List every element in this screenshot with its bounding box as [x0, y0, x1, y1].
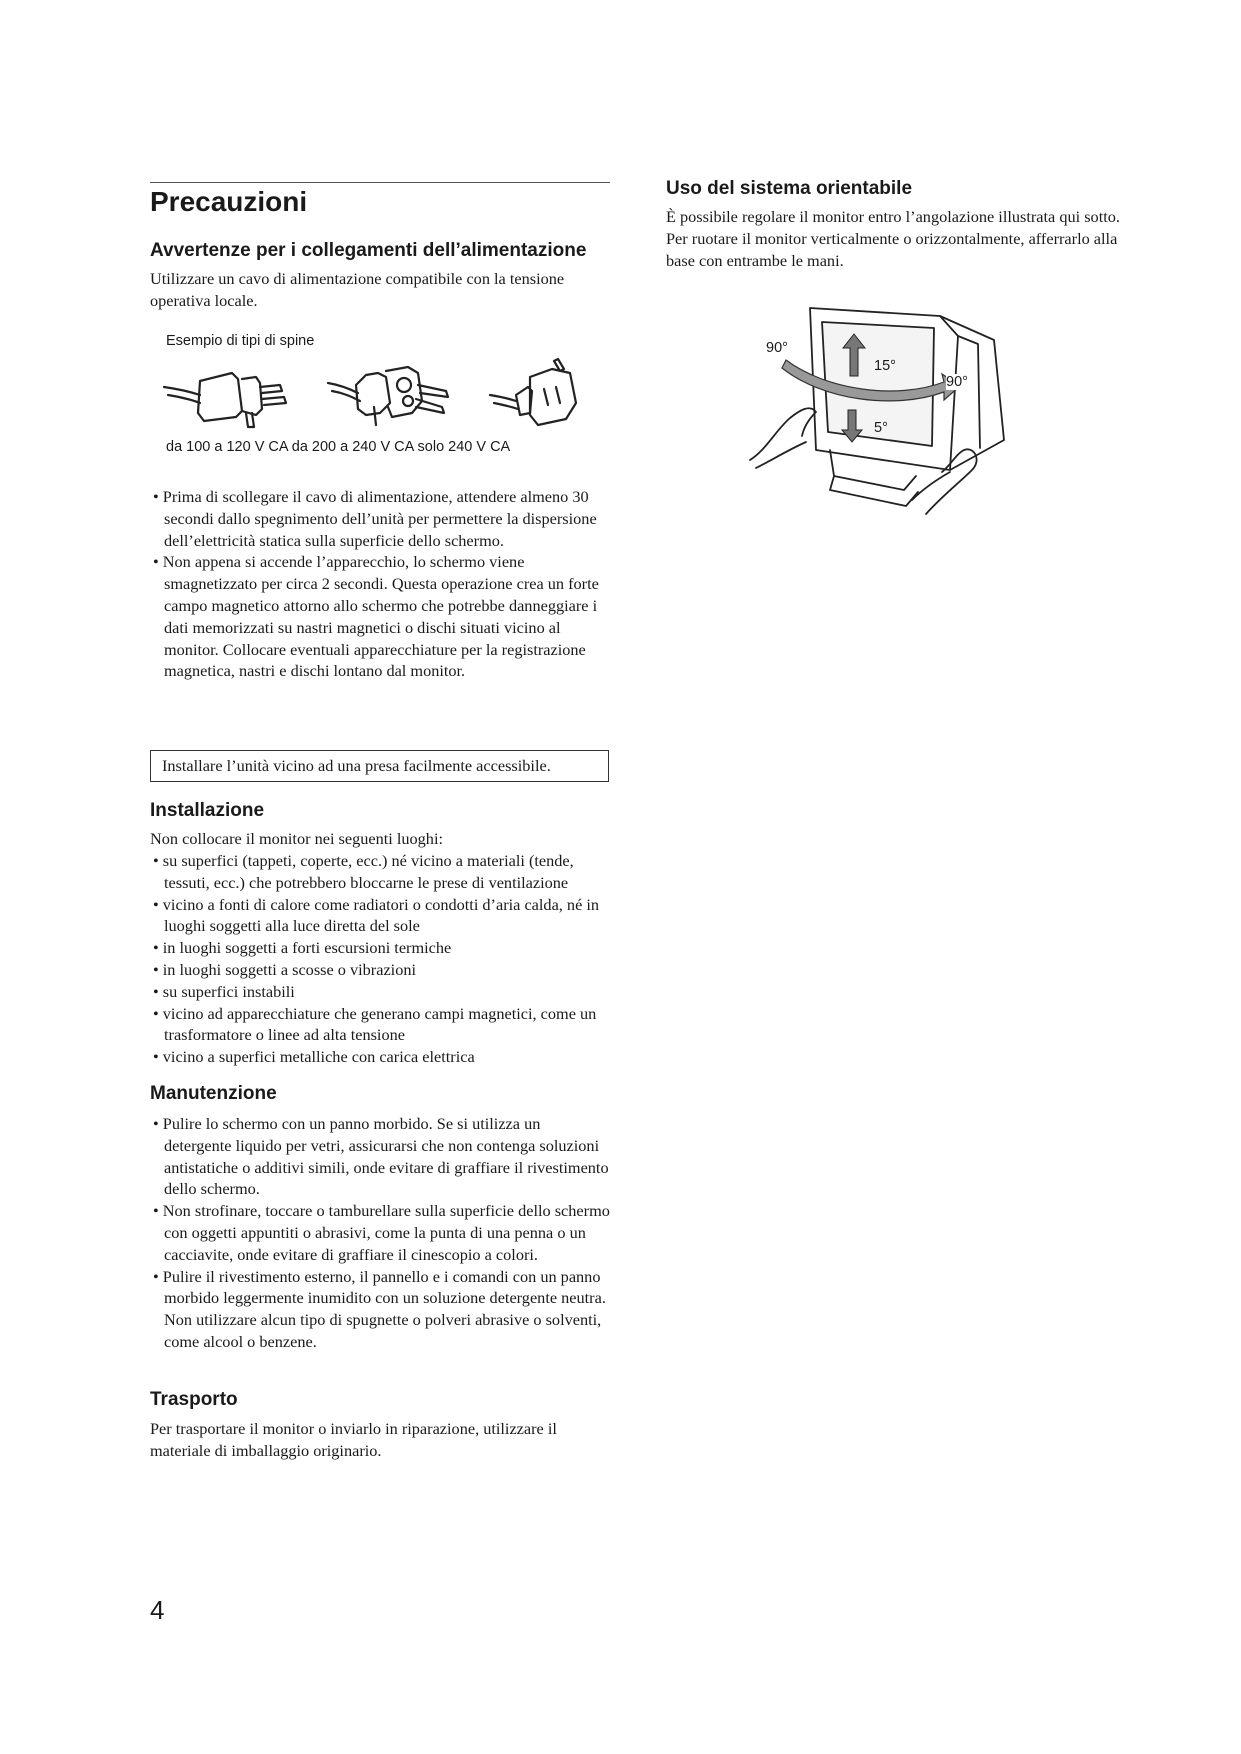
plug-uk-icon	[490, 359, 576, 425]
power-bullet-list	[148, 486, 610, 682]
page-title: Precauzioni	[150, 186, 308, 217]
power-heading: Avvertenze per i collegamenti dell’alimentazione	[150, 240, 587, 261]
title-rule	[150, 182, 610, 183]
angle-down-label: 5°	[874, 420, 888, 436]
list-item: • vicino a superfici metalliche con carica elettrica	[148, 1046, 610, 1068]
transport-heading: Trasporto	[150, 1389, 238, 1410]
list-item: • Pulire lo schermo con un panno morbido. Se si utilizza un detergente liquido per vetri, assicurarsi che non contenga soluzioni antistatiche o additivi simili, onde evitare di graffiare il rivestimento dello schermo.	[148, 1113, 610, 1200]
list-item: • su superfici instabili	[148, 981, 610, 1003]
page-number: 4	[150, 1595, 165, 1625]
list-item: • Non strofinare, toccare o tamburellare sulla superficie dello schermo con oggetti appuntiti o abrasivi, come la punta di una penna o un cacciavite, onde evitare di graffiare il cinescopio a colori.	[148, 1200, 610, 1265]
plug-schuko-icon	[328, 367, 448, 425]
list-item: • in luoghi soggetti a forti escursioni termiche	[148, 937, 610, 959]
installation-heading: Installazione	[150, 800, 265, 821]
tilt-swivel-heading: Uso del sistema orientabile	[666, 178, 913, 199]
list-item: • Pulire il rivestimento esterno, il pannello e i comandi con un panno morbido leggermente inumidito con un soluzione detergente neutra. Non utilizzare alcun tipo di spugnette o polveri abrasive o solventi, come alcool o benzene.	[148, 1266, 610, 1353]
list-item: • Prima di scollegare il cavo di alimentazione, attendere almeno 30 secondi dallo spegnimento dell’unità per permettere la dispersione dell’elettricità statica sulla superficie dello schermo.	[148, 486, 610, 551]
list-item: • vicino a fonti di calore come radiatori o condotti d’aria calda, né in luoghi soggetti alla luce diretta del sole	[148, 894, 610, 938]
maintenance-bullet-list	[148, 1113, 610, 1353]
power-intro: Utilizzare un cavo di alimentazione compatibile con la tensione operativa locale.	[150, 269, 565, 310]
angle-left-label: 90°	[766, 340, 788, 356]
maintenance-heading: Manutenzione	[150, 1083, 277, 1104]
list-item: • in luoghi soggetti a scosse o vibrazioni	[148, 959, 610, 981]
list-item: • vicino ad apparecchiature che generano campi magnetici, come un trasformatore o linee ad alta tensione	[148, 1003, 610, 1047]
list-item: • Non appena si accende l’apparecchio, lo schermo viene smagnetizzato per circa 2 secondi. Questa operazione crea un forte campo magnetico attorno allo schermo che potrebbe danneggiare i dati memorizzati su nastri magnetici o dischi situati vicino al monitor. Collocare eventuali apparecchiature per la registrazione magnetica, nastri e dischi lontano dal monitor.	[148, 551, 610, 682]
installation-bullet-list	[148, 850, 610, 1068]
installation-intro: Non collocare il monitor nei seguenti luoghi:	[150, 829, 443, 848]
plug-types-illustration	[160, 355, 600, 435]
plug-voltage-caption: da 100 a 120 V CA da 200 a 240 V CA solo 240 V CA	[166, 439, 511, 455]
boxed-note: Installare l’unità vicino ad una presa facilmente accessibile.	[150, 750, 609, 782]
monitor-tilt-swivel-illustration	[746, 300, 1016, 515]
list-item: • su superfici (tappeti, coperte, ecc.) né vicino a materiali (tende, tessuti, ecc.) che potrebbero bloccarne le prese di ventilazione	[148, 850, 610, 894]
plug-example-label: Esempio di tipi di spine	[166, 333, 315, 349]
plug-us-icon	[164, 373, 286, 427]
angle-right-label: 90°	[946, 374, 968, 390]
angle-up-label: 15°	[874, 358, 896, 374]
tilt-swivel-text: È possibile regolare il monitor entro l’angolazione illustrata qui sotto. Per ruotare il monitor verticalmente o orizzontalmente, afferrarlo alla base con entrambe le mani.	[666, 207, 1120, 270]
transport-text: Per trasportare il monitor o inviarlo in riparazione, utilizzare il materiale di imballaggio originario.	[150, 1419, 557, 1460]
